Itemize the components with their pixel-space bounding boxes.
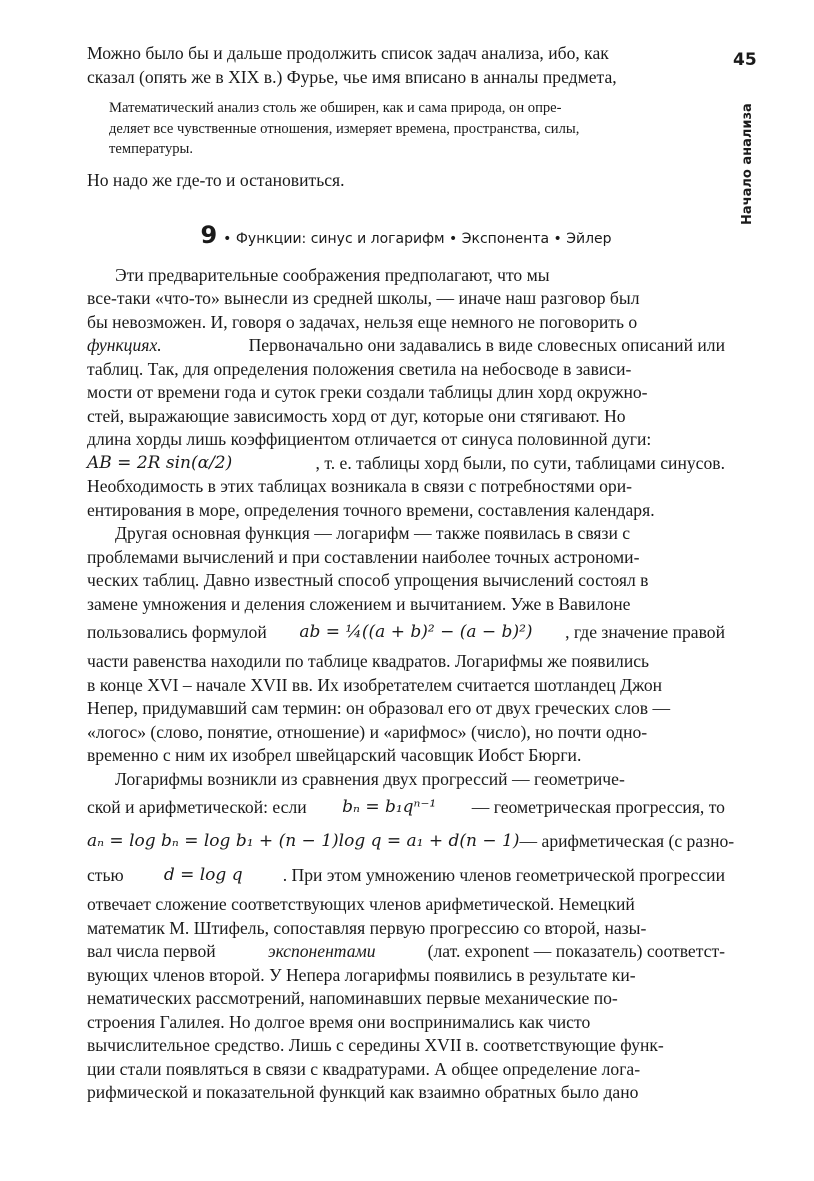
text-line: математик М. Штифель, сопоставляя первую прогрессию со второй, назы- — [87, 917, 647, 938]
text-line: таблиц. Так, для определения положения светила на небосводе в зависи- — [87, 358, 632, 379]
formula-arithmetic: aₙ = log bₙ = log b₁ + (n − 1)log q = a₁ + d(n − 1) — [87, 831, 520, 852]
block-quote — [109, 98, 725, 160]
text-fragment: — арифметическая (с разно- — [519, 831, 735, 852]
quote-line: температуры. — [109, 141, 194, 157]
text-line: части равенства находили по таблице квадратов. Логарифмы же появились — [87, 651, 650, 671]
text-line: строения Галилея. Но долгое время они воспринимались как чисто — [87, 1011, 591, 1032]
text-fragment: пользовались формулой — [87, 622, 267, 643]
text-line: бы невозможен. И, говоря о задачах, нельзя еще немного не поговорить о — [87, 311, 638, 332]
quote-line: Математический анализ столь же обширен, как и сама природа, он опре- — [109, 100, 562, 116]
quote-line: деляет все чувственные отношения, измеряет времена, пространства, силы, — [109, 120, 580, 137]
running-head: Начало анализа — [740, 103, 755, 225]
text-fragment: Первоначально они задавались в виде словесных описаний или — [248, 335, 725, 355]
text-line: Другая основная функция — логарифм — также появилась в связи с — [115, 523, 631, 543]
section-title: • Функции: синус и логарифм • Экспонента • Эйлер — [223, 231, 612, 247]
text-line: «логос» (слово, понятие, отношение) и «арифмос» (число), но почти одно- — [87, 721, 648, 742]
text-line — [87, 859, 725, 893]
formula-difference: d = log q — [163, 865, 243, 886]
text-fragment: , т. е. таблицы хорд были, по сути, таблицами синусов. — [315, 452, 725, 473]
text-line: нематических рассмотрений, напоминавших первые механические по- — [87, 988, 618, 1008]
text-line — [87, 825, 735, 859]
text-line: проблемами вычислений и при составлении наиболее точных астрономи- — [87, 546, 640, 567]
text-line — [87, 452, 725, 476]
text-line: отвечает сложение соответствующих членов арифметической. Немецкий — [87, 894, 635, 914]
formula-babylon: ab = ¼((a + b)² − (a − b)²) — [299, 622, 533, 643]
text-fragment: , где значение правой — [565, 622, 725, 643]
text-fragment: . При этом умножению членов геометрической прогрессии — [282, 865, 725, 886]
formula-chord: AB = 2R sin(α/2) — [87, 452, 233, 473]
text-line: ентирования в море, определения точного времени, составления календаря. — [87, 499, 655, 520]
text-line: Логарифмы возникли из сравнения двух прогрессий — геометриче- — [115, 768, 625, 789]
text-line: рифмической и показательной функций как взаимно обратных было дано — [87, 1082, 639, 1102]
text-fragment: вал числа первой — [87, 941, 216, 961]
text-line: вующих членов второй. У Непера логарифмы появились в результате ки- — [87, 964, 636, 985]
text-fragment: (лат. exponent — показатель) соответст- — [427, 941, 725, 961]
text-line: мости от времени года и суток греки создали таблицы длин хорд окружно- — [87, 382, 648, 402]
text-line — [87, 616, 725, 650]
section-number: 9 — [200, 221, 218, 249]
formula-geometric: bₙ = b₁qⁿ⁻¹ — [342, 797, 437, 818]
text-line: длина хорды лишь коэффициентом отличается от синуса половинной дуги: — [87, 429, 652, 449]
text-line — [87, 334, 725, 358]
text-line: временно с ним их изобрел швейцарский часовщик Иобст Бюрги. — [87, 745, 582, 765]
text-fragment: — геометрическая прогрессия, то — [471, 797, 725, 818]
text-line: все-таки «что-то» вынесли из средней школы, — иначе наш разговор был — [87, 288, 640, 308]
text-fragment: ской и арифметической: если — [87, 797, 307, 818]
text-line — [87, 940, 725, 964]
text-line: сказал (опять же в XIX в.) Фурье, чье имя вписано в анналы предмета, — [87, 66, 617, 87]
text-line — [87, 791, 725, 825]
text-column — [87, 42, 735, 1105]
emphasis-term: экспонентами — [267, 941, 376, 961]
text-line: ции стали появляться в связи с квадратурами. А общее определение лога- — [87, 1058, 641, 1079]
emphasis-term: функциях. — [87, 335, 162, 355]
text-line: Эти предварительные соображения предполагают, что мы — [115, 264, 550, 285]
text-line: Но надо же где-то и остановиться. — [87, 169, 345, 190]
page-number: 45 — [733, 50, 757, 70]
text-line: вычислительное средство. Лишь с середины XVII в. соответствующие функ- — [87, 1035, 664, 1055]
text-line: в конце XVI – начале XVII вв. Их изобретателем считается шотландец Джон — [87, 674, 663, 695]
text-line: замене умножения и деления сложением и вычитанием. Уже в Вавилоне — [87, 593, 631, 614]
text-line: Необходимость в этих таблицах возникала в связи с потребностями ори- — [87, 476, 632, 496]
text-line: Можно было бы и дальше продолжить список задач анализа, ибо, как — [87, 43, 609, 63]
text-line: Непер, придумавший сам термин: он образовал его от двух греческих слов — — [87, 698, 671, 718]
text-line: стей, выражающие зависимость хорд от дуг, которые они стягивают. Но — [87, 405, 626, 426]
section-heading — [87, 221, 725, 252]
text-line: ческих таблиц. Давно известный способ упрощения вычислений состоял в — [87, 570, 649, 590]
text-fragment: стью — [87, 865, 124, 886]
